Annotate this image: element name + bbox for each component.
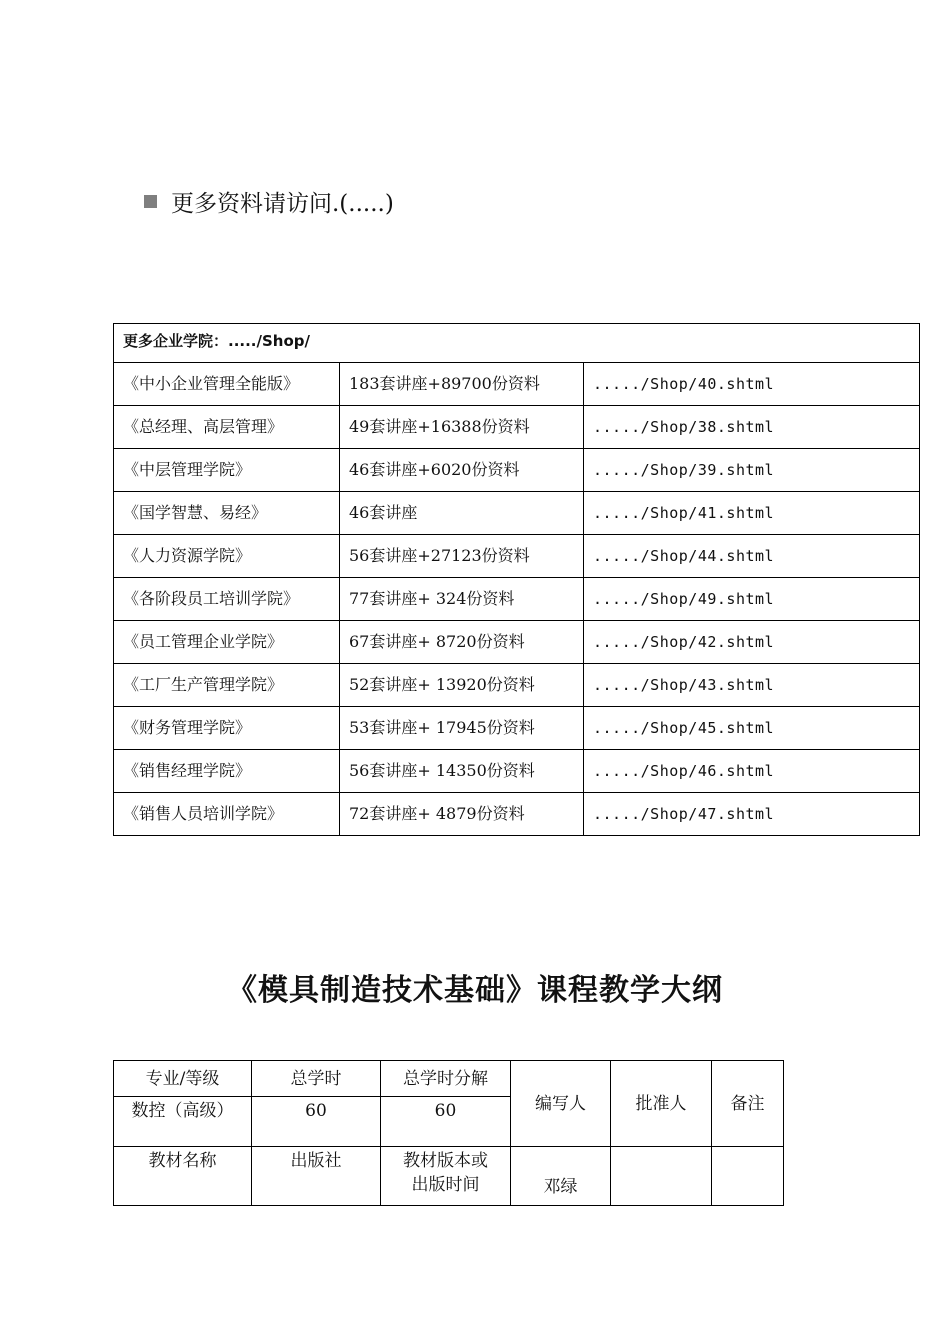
course-desc-cell: 56套讲座+ 14350份资料 [340,750,584,793]
course-name-cell: 《销售人员培训学院》 [114,793,340,836]
course-name-cell: 《各阶段员工培训学院》 [114,578,340,621]
course-desc-cell: 53套讲座+ 17945份资料 [340,707,584,750]
course-url-cell[interactable]: ...../Shop/39.shtml [584,449,920,492]
edition-header-line-2: 出版时间 [411,1175,480,1195]
course-name-cell: 《销售经理学院》 [114,750,340,793]
shop-table-row [114,621,920,664]
major-value: 数控（高级） [114,1097,252,1147]
author-header: 编写人 [511,1061,611,1147]
course-desc-cell: 72套讲座+ 4879份资料 [340,793,584,836]
shop-table [113,323,920,836]
textbook-header: 教材名称 [114,1147,252,1206]
course-name-cell: 《国学智慧、易经》 [114,492,340,535]
course-desc-cell: 56套讲座+27123份资料 [340,535,584,578]
course-name-cell: 《人力资源学院》 [114,535,340,578]
course-header-row [114,1061,784,1097]
course-desc-cell: 67套讲座+ 8720份资料 [340,621,584,664]
edition-header-line-1: 教材版本或 [403,1151,488,1171]
course-url-cell[interactable]: ...../Shop/43.shtml [584,664,920,707]
breakdown-value: 60 [381,1097,511,1147]
course-textbook-row [114,1147,784,1206]
notes-header: 备注 [712,1061,784,1147]
course-url-cell[interactable]: ...../Shop/47.shtml [584,793,920,836]
approver-value [611,1147,712,1206]
course-url-cell[interactable]: ...../Shop/45.shtml [584,707,920,750]
notice-line [144,184,394,218]
course-desc-cell: 46套讲座 [340,492,584,535]
course-url-cell[interactable]: ...../Shop/46.shtml [584,750,920,793]
shop-table-row [114,535,920,578]
course-url-cell[interactable]: ...../Shop/38.shtml [584,406,920,449]
course-url-cell[interactable]: ...../Shop/41.shtml [584,492,920,535]
author-value: 邓绿 [511,1147,611,1206]
document-title: 《模具制造技术基础》课程教学大纲 [227,973,723,1008]
course-desc-cell: 52套讲座+ 13920份资料 [340,664,584,707]
course-url-cell[interactable]: ...../Shop/44.shtml [584,535,920,578]
hours-value: 60 [252,1097,381,1147]
shop-table-row [114,578,920,621]
shop-table-header-row [114,324,920,363]
notice-text: 更多资料请访问.(.....) [171,190,394,217]
course-name-cell: 《总经理、高层管理》 [114,406,340,449]
course-name-cell: 《中层管理学院》 [114,449,340,492]
bullet-square-icon [144,195,157,208]
shop-table-header: 更多企业学院：...../Shop/ [114,324,920,363]
shop-table-row [114,449,920,492]
major-header: 专业/等级 [114,1061,252,1097]
course-url-cell[interactable]: ...../Shop/42.shtml [584,621,920,664]
shop-table-row [114,492,920,535]
course-name-cell: 《员工管理企业学院》 [114,621,340,664]
shop-table-row [114,707,920,750]
breakdown-header: 总学时分解 [381,1061,511,1097]
hours-header: 总学时 [252,1061,381,1097]
shop-table-row [114,406,920,449]
course-desc-cell: 77套讲座+ 324份资料 [340,578,584,621]
course-desc-cell: 46套讲座+6020份资料 [340,449,584,492]
shop-table-row [114,363,920,406]
course-desc-cell: 49套讲座+16388份资料 [340,406,584,449]
course-name-cell: 《中小企业管理全能版》 [114,363,340,406]
course-url-cell[interactable]: ...../Shop/49.shtml [584,578,920,621]
shop-table-row [114,664,920,707]
approver-header: 批准人 [611,1061,712,1147]
shop-table-row [114,793,920,836]
course-url-cell[interactable]: ...../Shop/40.shtml [584,363,920,406]
edition-header [381,1147,511,1206]
course-table [113,1060,784,1206]
course-desc-cell: 183套讲座+89700份资料 [340,363,584,406]
course-name-cell: 《工厂生产管理学院》 [114,664,340,707]
shop-table-row [114,750,920,793]
publisher-header: 出版社 [252,1147,381,1206]
course-name-cell: 《财务管理学院》 [114,707,340,750]
notes-value [712,1147,784,1206]
